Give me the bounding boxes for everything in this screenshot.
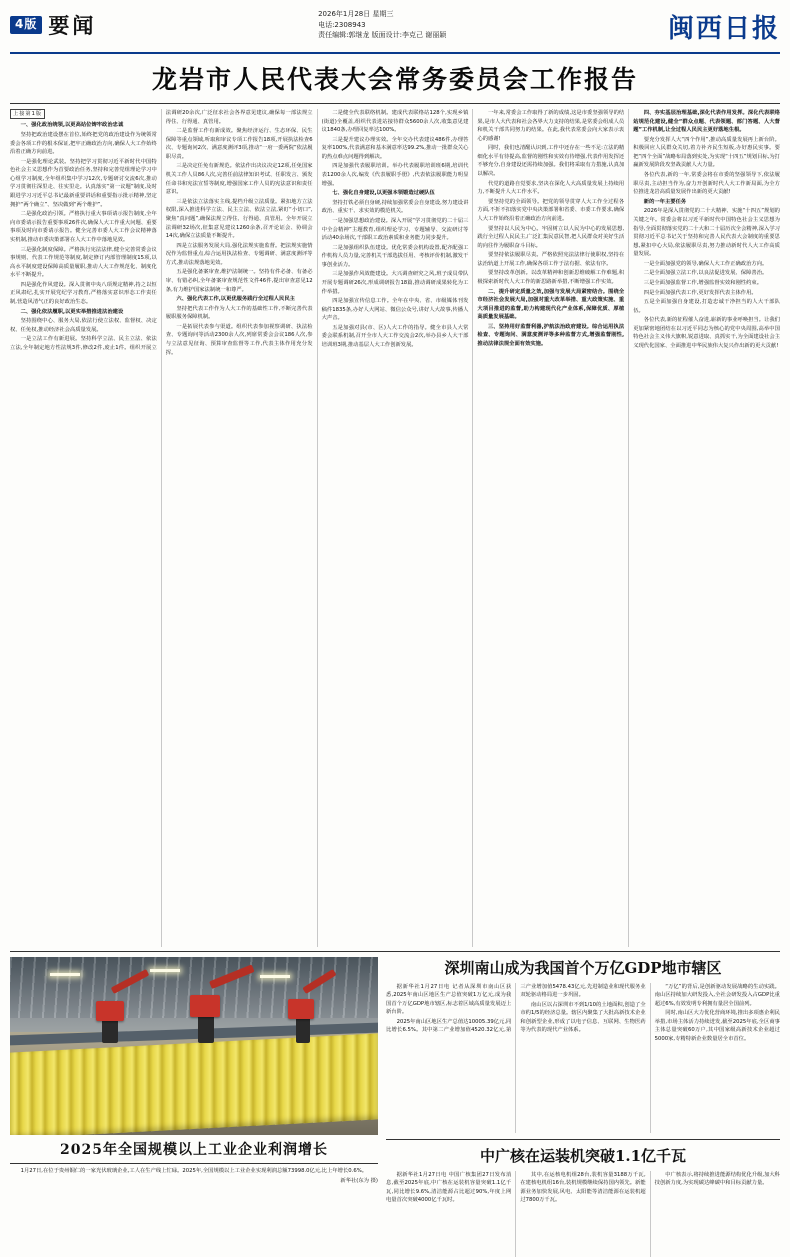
article-paragraph: 四是强化作风建设。深入贯彻中央八项规定精神,持之以恒正风肃纪,扎实开展党纪学习教育,严格落实意识形态工作责任制,营造风清气正的良好政治生态。 <box>10 281 157 305</box>
ceiling-lamp-icon <box>260 975 290 978</box>
article-paragraph: 二是加强组织队伍建设。优化常委会机构设置,配齐配强工作机构人员力量,完善机关干部选拔任用、考核评价机制,激发干事创业活力。 <box>321 244 469 268</box>
robot-arm-icon <box>96 1001 124 1021</box>
bottom-section <box>10 951 780 1257</box>
article-paragraph: 七、强化自身建设,以更强本领锻造过硬队伍 <box>332 190 435 197</box>
masthead-info <box>318 6 446 41</box>
robot-arm-icon <box>288 999 314 1019</box>
factory-photo <box>10 957 378 1135</box>
brief-paragraph: 中广核表示,将持续推进能源结构优化升级,加大科技创新力度,为实现碳达峰碳中和目标贡献力量。 <box>654 1172 780 1187</box>
article-paragraph: 要坚持党的全面领导。把党的领导贯穿人大工作全过程各方面,不折不扣落实党中央决策部署和省委、市委工作要求,确保人大工作始终沿着正确政治方向前进。 <box>477 198 625 222</box>
article-paragraph: 要坚持依法履职尽责。严格依照宪法法律行使职权,坚持在法治轨道上开展工作,确保各项工作于法有据、依法有序。 <box>477 252 625 267</box>
article-paragraph: 三是依法立法落实主线,提档升级立法质量。紧扣地方立法权限,深入推进科学立法、民主立法、依法立法,紧盯“小切口”,聚焦“真问题”,确保法规立得住、行得通、真管用。全年开展立法调研32场次,征集意见建议1260余条,召开论证会、协调会14次,确保立法质量不断提升。 <box>165 198 313 240</box>
article-paragraph: 三是加强作风效能建设。大兴调查研究之风,班子成员带队开展专题调研26次,形成调研报告18篇,推动调研成果转化为工作举措。 <box>321 271 469 295</box>
masthead-divider <box>10 52 780 54</box>
article-paragraph: 2026年是深入贯彻党的二十大精神、实施“十四五”规划的关键之年。常委会将以习近平新时代中国特色社会主义思想为指导,全面贯彻落实党的二十大和二十届历次全会精神,深入学习贯彻习近平总书记关于坚持和完善人民代表大会制度的重要思想,紧扣中心大局,依法履职尽责,努力推动新时代人大工作高质量发展。 <box>633 208 780 258</box>
masthead <box>10 6 780 50</box>
article-paragraph: 二是健全代表联络机制。建成代表联络站128个,实现乡镇(街道)全覆盖,组织代表进站接待群众5600余人次,收集意见建议1840条,办理回复率达100%。 <box>321 110 469 134</box>
article-paragraph: 三是决定任免有新规范。依法作出决议决定12项,任免国家机关工作人员86人次,完善任前法律知识考试、任职发言、颁发任命书和宪法宣誓等制度,增强国家工作人员的宪法意识和责任意识。 <box>165 163 313 196</box>
article-paragraph: 一是加强思想政治建设。深入开展“学习贯彻党的二十届三中全会精神”主题教育,组织理论学习、专题辅导、交流研讨等活动40余场次,干部职工政治素质和业务能力同步提升。 <box>321 217 469 242</box>
robot-base <box>296 1015 310 1043</box>
article-paragraph: 四、夯实基层治理基础,深化代表作用发挥。深化代表联络站规范化建设,健全“群众点题、代表领题、部门答题、人大督题”工作机制,让全过程人民民主更好落地生根。 <box>633 110 780 134</box>
article-paragraph: 五是全面加强自身建设,打造忠诚干净担当的人大干部队伍。 <box>633 299 780 314</box>
article-paragraph: 四是加强宣传信息工作。全年在中央、省、市级媒体刊发稿件1835条,办好人大网站、微信公众号,讲好人大故事,传播人大声音。 <box>321 298 469 322</box>
photo-credit: 新华社(东为 摄) <box>340 1178 378 1185</box>
article-paragraph: 要坚持改革创新。以改革精神和创新思维破解工作难题,积极探索新时代人大工作的新思路新举措,不断增强工作实效。 <box>477 270 625 285</box>
brief-paragraph: 南山区以占深圳市不到1/10的土地面积,创造了全市约1/5的经济总量。辖区内聚集了大批高新技术企业和创新型企业,形成了以电子信息、互联网、生物医药等为代表的现代产业体系。 <box>520 1001 646 1034</box>
article-paragraph: 二、提升研定质量之效,加强与发展大局紧密结合。围绕全市经济社会发展大局,加强对重大改革举措、重大政策实施、重大项目推进的监督,助力构建现代化产业体系,保障优质、厚植高质量发展基础。 <box>477 288 625 321</box>
article-paragraph: 三是提升建议办理实效。全年交办代表建议486件,办理答复率100%,代表满意和基本满意率达99.2%,推动一批群众关心的热点难点问题得到解决。 <box>321 136 469 160</box>
robot-arm-icon <box>190 995 220 1017</box>
article-paragraph: 坚持把代表工作作为人大工作的基础性工作,不断完善代表履职服务保障机制。 <box>165 305 313 321</box>
brief-paragraph: 同时,南山区大力优化营商环境,推出多项惠企利民举措,市场主体活力持续迸发,截至2025年底,全区商事主体总量突破60万户,其中国家级高新技术企业超过5000家,专精特新企业数量居全市首位。 <box>654 1010 780 1042</box>
brief-body-2 <box>386 1171 780 1257</box>
article-paragraph: 一是立法工作有新进展。坚持科学立法、民主立法、依法立法,全年制定地方性法规3件,修改2件,废止1件。组织开展立法调研20余次,广泛征求社会各界意见建议,确保每一部法规立得住、行得通、真管用。 <box>10 110 313 351</box>
ceiling-lamp-icon <box>150 969 180 972</box>
article-paragraph: 各位代表,新的征程催人奋进,崭新的事业呼唤担当。让我们更加紧密地团结在以习近平同志为核心的党中央周围,高举中国特色社会主义伟大旗帜,锐意进取、真抓实干,为全面建设社会主义现代化国家、全面推进中华民族伟大复兴作出新的更大贡献! <box>633 317 780 350</box>
article-paragraph: 要坚持以人民为中心。牢固树立以人民为中心的发展思想,践行全过程人民民主,广泛汇集民意民智,把人民群众对美好生活的向往作为履职奋斗目标。 <box>477 225 625 249</box>
article-paragraph: 二是监督工作有新成效。聚焦经济运行、生态环保、民生保障等重点领域,听取和审议专项工作报告18项,开展执法检查6次、专题询问2次、满意度测评3项,推动“一府一委两院”依法履职尽责。 <box>165 128 313 160</box>
editor-credits: 责任编辑:郭继龙 版面设计:李克己 谢丽颖 <box>318 31 447 39</box>
headline-divider <box>10 103 780 104</box>
article-paragraph: 坚持把政治建设摆在首位,始终把党的政治建设作为统领常委会各项工作的根本保证,把牢正确政治方向,确保人大工作始终沿着正确方向前进。 <box>10 132 157 156</box>
continuation-tag: 上接第1版 <box>10 109 45 119</box>
article-paragraph: 一是强化理论武装。坚持把学习贯彻习近平新时代中国特色社会主义思想作为首要政治任务,坚持和完善党组理论学习中心组学习制度,全年组织集中学习12次,专题研讨交流6次,推动学习贯彻往深里走、往实里走。认真落实“第一议题”制度,及时跟进学习习近平总书记最新重要讲话和重要指示批示精神,坚定拥护“两个确立”、坚决做到“两个维护”。 <box>10 158 157 208</box>
phone-number: 电话:2308943 <box>318 20 366 29</box>
article-paragraph: 坚持打铁必须自身硬,持续加强常委会自身建设,努力建设讲政治、重实干、求实效的模范机关。 <box>321 199 469 215</box>
page-title: 龙岩市人民代表大会常务委员会工作报告 <box>151 65 638 94</box>
issue-date: 2026年1月28日 星期三 <box>318 10 394 18</box>
article-paragraph: 五是加强对县(市、区)人大工作的指导。健全市县人大常委会联系机制,召开全市人大工作交流会2次,举办县乡人大干部培训班3期,推动基层人大工作创新发展。 <box>321 324 469 349</box>
article-paragraph: 一、强化政治统领,以更高站位铸牢政治忠诚 <box>20 122 124 129</box>
section-title: 要闻 <box>48 14 97 38</box>
article-paragraph: 一年来,常委会工作取得了新的成绩,这是市委坚强领导的结果,是市人大代表和社会各界大力支持的结果,是常委会组成人员和机关干部共同努力的结果。在此,我代表常委会向大家表示衷心的感谢! <box>477 110 625 142</box>
photo-caption-body <box>10 1167 378 1176</box>
article-paragraph: 六、强化代表工作,以更优服务践行全过程人民民主 <box>176 296 295 303</box>
brief-paragraph: “万亿”的背后,是创新驱动发展战略的生动实践。南山区持续加大研发投入,全社会研发投入占GDP比重超过6%,有效发明专利拥有量居全国前列。 <box>654 984 780 1007</box>
article-paragraph: 同时，我们也清醒认识到,工作中还存在一些不足:立法的精细化水平有待提高,监督的刚性和实效有待增强,代表作用发挥还不够充分,自身建设还需持续加强。我们将采取有力措施,认真加以解决。 <box>477 145 625 178</box>
article-paragraph: 坚持围绕中心、服务大局,依法行使立法权、监督权、决定权、任免权,推动经济社会高质量发展。 <box>10 318 157 333</box>
brief-headline-1: 深圳南山成为我国首个万亿GDP地市辖区 <box>444 959 722 977</box>
masthead-left <box>10 6 96 40</box>
brief-paragraph: 据新华社1月27日电 记者从深圳市南山区获悉,2025年南山区地区生产总值突破1万亿元,成为我国首个万亿GDP地市辖区,标志着区域高质量发展迈上新台阶。 <box>386 984 512 1016</box>
article-paragraph: 五是强化备案审查,维护法制统一。坚持有件必备、有备必审、有错必纠,全年备案审查规范性文件46件,提出审查意见12条,有力维护国家法制统一和尊严。 <box>165 269 313 293</box>
article-paragraph: 各位代表,新的一年,常委会将在市委的坚强领导下,依法履职尽责,主动担当作为,奋力开创新时代人大工作新局面,为全方位推进龙岩高质量发展作出新的更大贡献! <box>633 172 780 196</box>
article-paragraph: 三、坚持用好监督利器,护航法治政府建设。综合运用执法检查、专题询问、满意度测评等多种监督方式,增强监督刚性,推动法律法规全面有效实施。 <box>477 323 625 348</box>
photo-headline: 2025年全国规模以上工业企业利润增长 <box>60 1142 328 1158</box>
photo-caption-divider <box>10 1163 378 1164</box>
brief-paragraph: 2025年南山区地区生产总值达10005.39亿元,同比增长6.5%。其中第二产业增加值4520.32亿元,第三产业增加值5478.43亿元,先进制造业和现代服务业双轮驱动格局进一步巩固。 <box>386 984 646 1034</box>
article-paragraph: 二、强化依法履职,以更实举措推进法治建设 <box>20 308 124 315</box>
article-paragraph: 四是立法服务发展大局,强化法规实施监督。把法规实施情况作为监督重点,综合运用执法检查、专题调研、满意度测评等方式,推动法规落地见效。 <box>165 242 313 266</box>
ceiling-lamp-icon <box>50 973 80 976</box>
news-briefs <box>386 957 780 1257</box>
article-paragraph: 新的一年主要任务 <box>643 198 687 205</box>
article-paragraph: 一是拓展代表参与渠道。组织代表参加视察调研、执法检查、专题询问等活动2300余人次,列席常委会会议186人次,参与立法意见征询、预算审查监督等工作,代表主体作用充分发挥。 <box>165 323 313 356</box>
article-paragraph: 代党的道路自觉要求,坚决在深化人大高质量发展上持续用力,不断提升人大工作水平。 <box>477 180 625 196</box>
brief-headline-2: 中广核在运装机突破1.1亿千瓦 <box>479 1147 687 1165</box>
article-paragraph: 要充分发挥人大“四个作用”,推动高质量发展再上新台阶。积极回应人民群众关切,着力补齐民生短板,办好惠民实事。要把“四个全面”战略布局落到实处,为实现“十四五”规划目标,为打赢新发展阶段攻坚战贡献人大力量。 <box>633 136 780 169</box>
page-number-badge: 4版 <box>10 16 42 33</box>
article-paragraph: 三是强化制度保障。严格执行宪法法律,健全完善常委会议事规则、代表工作规范等制度,制定修订内部管理制度15项,以高水平制度建设保障高质量履职,推动人大工作规范化、制度化水平不断提升。 <box>10 246 157 279</box>
article-body <box>10 109 780 947</box>
brief-divider <box>386 1139 780 1140</box>
article-paragraph: 四是加强代表履职培训。举办代表履职培训班6期,培训代表1200余人次,编发《代表履职手册》,代表依法履职能力明显增强。 <box>321 163 469 187</box>
article-paragraph: 二是强化政治引领。严格执行重大事项请示报告制度,全年向市委请示报告重要事项26件次,确保人大工作重大问题、重要事项及时向市委请示报告。健全完善市委人大工作会议精神落实机制,推动市委决策部署在人大工作中落地见效。 <box>10 211 157 243</box>
photo-story <box>10 957 378 1257</box>
paper-name: 闽西日报 <box>667 14 780 44</box>
robot-base <box>198 1013 214 1043</box>
brief-paragraph: 据新华社1月27日电 中国广核集团27日发布消息,截至2025年底,中广核在运装机容量突破1.1亿千瓦,同比增长9.6%,清洁能源占比超过90%,年度上网电量首次突破4000亿千瓦时。 <box>386 1172 512 1204</box>
article-paragraph: 二是全面加强立法工作,以良法促进发展、保障善治。 <box>643 270 768 277</box>
article-paragraph: 一是全面加强党的领导,确保人大工作正确政治方向。 <box>643 260 768 267</box>
article-paragraph: 三是全面加强监督工作,增强监督实效和刚性约束。 <box>643 279 762 286</box>
brief-body-1 <box>386 983 780 1133</box>
article-paragraph: 四是全面加强代表工作,更好发挥代表主体作用。 <box>643 289 757 296</box>
brief-paragraph: 其中,在运核电机组28台,装机容量3188万千瓦,在建核电机组16台,装机规模继续保持国内领先。新能源业务加快发展,风电、太阳能等清洁能源在运装机超过7800万千瓦。 <box>520 1172 646 1204</box>
caption-paragraph: 1月27日,在位于贵州铜仁的一家光伏玻璃企业,工人在生产线上忙碌。2025年,全国规模以上工业企业实现利润总额73998.0亿元,比上年增长0.6%。 <box>20 1168 368 1174</box>
